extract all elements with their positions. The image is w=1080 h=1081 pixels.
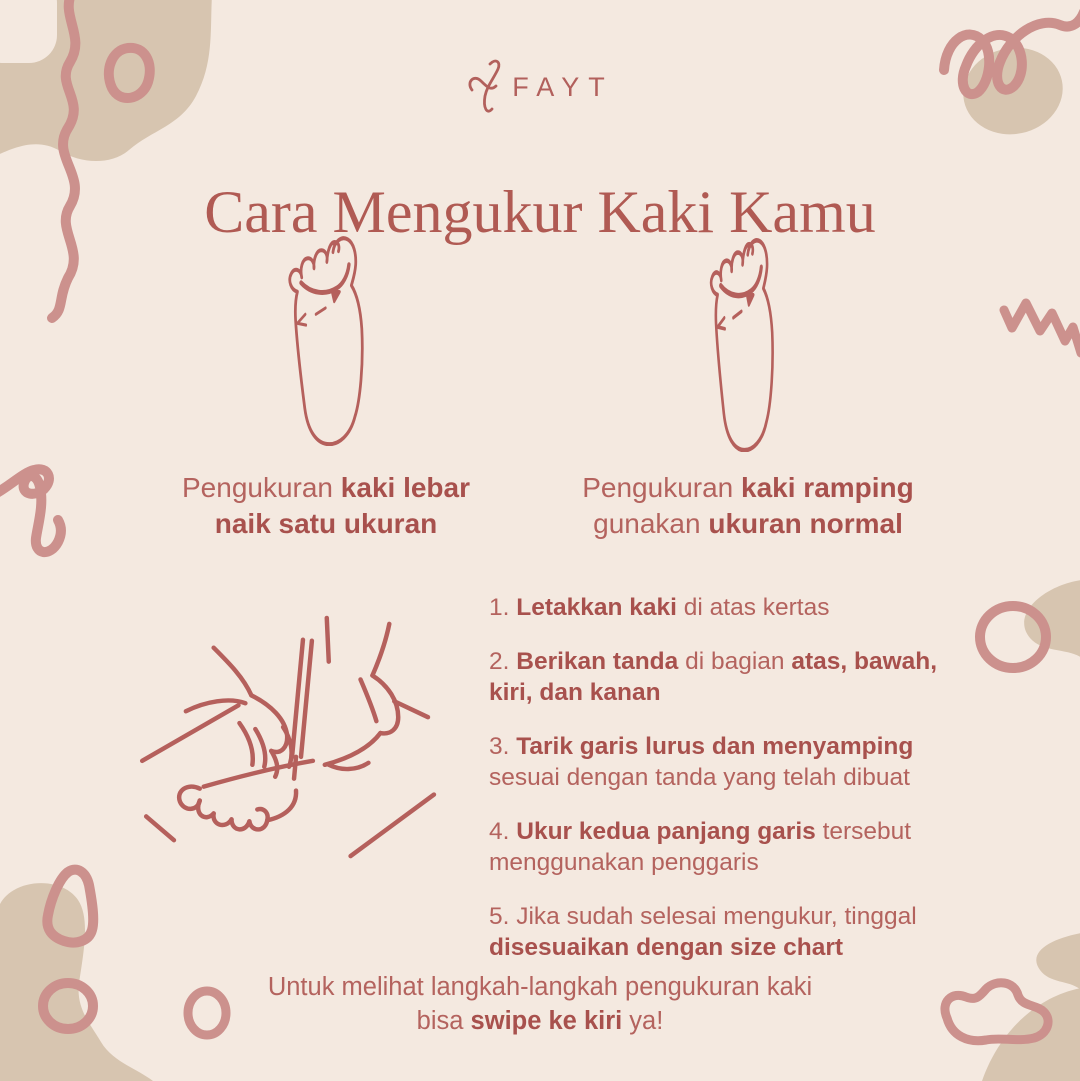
caption-text: gunakan	[593, 508, 709, 539]
caption-bold: kaki lebar	[340, 472, 470, 503]
step-bold: Letakkan kaki	[516, 594, 677, 621]
step-number: 3.	[489, 733, 517, 760]
leg-and-foot	[179, 618, 398, 829]
step-1	[489, 592, 967, 623]
ring-doodle-right	[980, 606, 1046, 668]
caption-text: Pengukuran	[182, 472, 341, 503]
step-number: 5. Jika sudah selesai mengukur, tinggal	[489, 903, 917, 930]
paper-lines	[142, 701, 434, 856]
step-bold: Tarik garis lurus dan menyamping	[516, 733, 914, 760]
caption-slim-foot	[548, 470, 948, 542]
step-number: 2.	[489, 648, 517, 675]
caption-wide-foot	[126, 470, 526, 542]
step-text: di bagian	[678, 648, 792, 675]
step-bold: Ukur kedua panjang garis	[516, 818, 816, 845]
brand-logo	[0, 56, 1080, 118]
triangle-doodle	[47, 870, 93, 943]
caption-bold: ukuran normal	[708, 508, 903, 539]
measurement-steps	[489, 592, 967, 986]
page-title: Cara Mengukur Kaki Kamu	[204, 179, 876, 246]
wide-foot-illustration	[279, 234, 371, 446]
hand-with-pen	[186, 640, 312, 779]
loop-tail-doodle	[0, 469, 61, 552]
step-number: 4.	[489, 818, 517, 845]
step-text: di atas kertas	[676, 594, 830, 621]
step-2	[489, 646, 967, 708]
step-5	[489, 901, 967, 963]
step-text: sesuai dengan tanda yang telah dibuat	[489, 764, 910, 791]
zigzag-doodle	[1004, 303, 1080, 353]
caption-bold: naik satu ukuran	[214, 508, 438, 539]
foot-tracing-illustration	[133, 610, 463, 868]
step-3	[489, 731, 967, 793]
fayt-script-f-icon	[466, 56, 502, 118]
step-bold: disesuaikan dengan size chart	[489, 934, 844, 961]
swipe-hint-text: bisa	[416, 1007, 471, 1035]
wavy-line-doodle	[52, 0, 75, 318]
step-number: 1.	[489, 594, 517, 621]
cream-notch	[0, 0, 57, 63]
step-bold: atas, bawah, kiri, dan kanan	[489, 648, 938, 706]
brand-name: FAYT	[512, 71, 614, 102]
width-arrow	[718, 294, 754, 329]
width-arrow	[297, 291, 339, 325]
swipe-hint	[0, 970, 1080, 1038]
step-4	[489, 816, 967, 878]
swipe-hint-bold: swipe ke kiri	[470, 1007, 623, 1035]
caption-bold: kaki ramping	[741, 472, 914, 503]
swipe-hint-line1: Untuk melihat langkah-langkah pengukuran kaki	[267, 973, 813, 1001]
caption-text: Pengukuran	[582, 472, 742, 503]
slim-foot-illustration	[702, 236, 780, 452]
swipe-hint-text: ya!	[622, 1007, 664, 1035]
step-text: tersebut menggunakan penggaris	[489, 818, 912, 876]
step-bold: Berikan tanda	[516, 648, 679, 675]
